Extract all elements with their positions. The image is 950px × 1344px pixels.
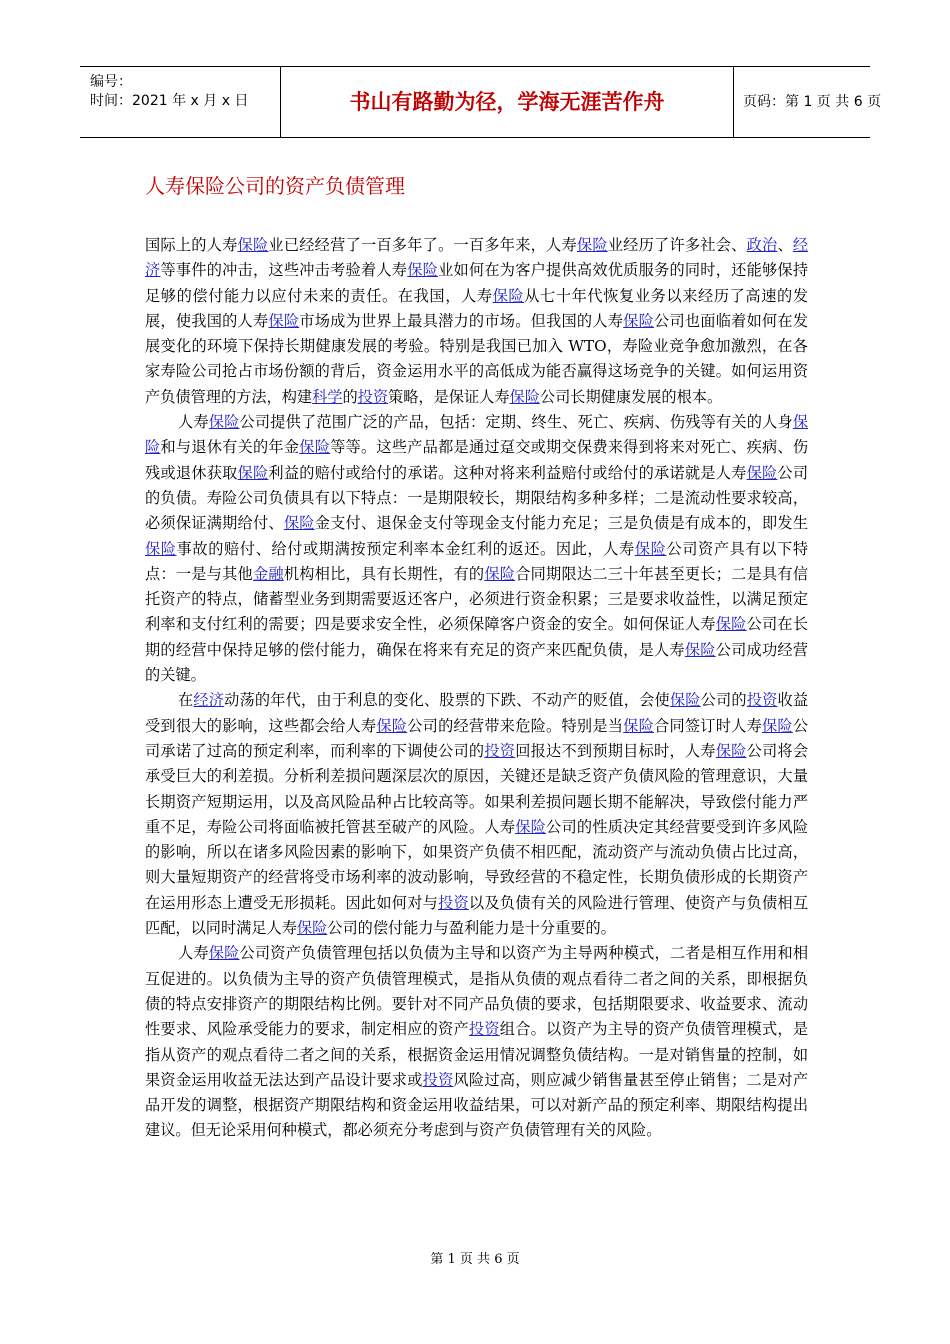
keyword-link[interactable]: 保险 <box>746 463 778 482</box>
paragraph-text: 、 <box>777 236 793 254</box>
paragraph-text: 组合。以资产为主导的资产负债管理模式，是指从资产的观点看待二者之间的关系，根据资金运用情况调整负债结构。一是对销售量的控制，如果资金运用收益无法达到产品设计要求或 <box>145 1020 809 1089</box>
header-page-cell <box>733 67 882 137</box>
keyword-link[interactable]: 保险 <box>515 817 547 836</box>
paragraph-text: 人寿 <box>178 413 209 432</box>
paragraph-text: 人寿 <box>178 944 209 963</box>
keyword-link[interactable]: 投资 <box>468 1020 500 1039</box>
paragraph-text: 公司成功经营的关键。 <box>145 640 809 685</box>
paragraph-text: 的 <box>342 387 358 406</box>
keyword-link[interactable]: 保险 <box>509 387 540 406</box>
keyword-link[interactable]: 保险 <box>669 691 701 710</box>
paragraph-text: 回报达不到预期目标时，人寿 <box>515 741 716 760</box>
paragraph-text: 等事件的冲击，这些冲击考验着人寿 <box>160 261 408 280</box>
paragraph-text: 和与退休有关的年金 <box>160 438 300 457</box>
paragraph-text: 业已经经营了一百多年了。一百多年来，人寿 <box>268 236 577 254</box>
paragraph-text: 公司的经营带来危险。特别是当 <box>407 716 624 735</box>
paragraph-text: 在 <box>178 691 194 710</box>
keyword-link[interactable]: 经济 <box>193 691 225 710</box>
paragraph-text: 公司承诺了过高的预定利率，而利率的下调使公司的 <box>145 716 809 760</box>
keyword-link[interactable]: 保险 <box>715 741 747 760</box>
keyword-link[interactable]: 保险 <box>407 261 439 280</box>
paragraph-text: 业如何在为客户提供高效优质服务的同时，还能够保持足够的偿付能力以应付未来的责任。在我国，人寿 <box>145 261 809 305</box>
paragraph-text: 合同期限达二三十年甚至更长；二是具有信托资产的特点，储蓄型业务到期需要返还客户，必须进行资金积累；三是要求收益性，以满足预定利率和支付红利的需要；四是要求安全性，必须保障客户资金的安全。如何保证人寿 <box>145 564 809 634</box>
paragraph-text: 策略，是保证人寿 <box>388 387 510 406</box>
paragraph-text: 收益受到很大的影响，这些都会给人寿 <box>145 691 809 735</box>
keyword-link[interactable]: 政治 <box>746 236 778 254</box>
keyword-link[interactable]: 投资 <box>484 741 516 760</box>
header-page-info: 页码：第 1 页 共 6 页 <box>743 94 882 110</box>
paragraph-text: 合同签订时人寿 <box>654 716 762 735</box>
paragraph-text: 公司的负债。寿险公司负债具有以下特点：一是期限较长，期限结构多种多样；二是流动性要求较高，必须保证满期给付、 <box>145 463 809 533</box>
paragraph-text: 业经历了许多社会、 <box>607 236 747 254</box>
keyword-link[interactable]: 保险 <box>268 311 300 330</box>
header-meta-cell <box>80 67 280 137</box>
paragraph-text: 金支付、退保金支付等现金支付能力充足；三是负债是有成本的，即发生 <box>314 514 809 533</box>
paragraph-text: 公司资产负债管理包括以负债为主导和以资产为主导两种模式，二者是相互作用和相互促进的。以负债为主导的资产负债管理模式，是指从负债的观点看待二者之间的关系，即根据负债的特点安排资产的期限结构比例。要针对不同产品负债的要求，包括期限要求、收益要求、流动性要求、风险承受能力的要求，制定相应的资产 <box>145 944 809 1039</box>
keyword-link[interactable]: 保险 <box>634 539 667 558</box>
keyword-link[interactable]: 保险 <box>492 286 525 305</box>
paragraph-text: 风险过高，则应减少销售量甚至停止销售；二是对产品开发的调整，根据资产期限结构和资金运用收益结果，可以对新产品的预定利率、期限结构提出建议。但无论采用何种模式，都必须充分考虑到与资产负债管理有关的风险。 <box>145 1070 809 1140</box>
paragraph-1 <box>145 233 808 410</box>
keyword-link[interactable]: 保险 <box>237 236 269 254</box>
keyword-link[interactable]: 保险 <box>762 716 793 735</box>
keyword-link[interactable]: 保险 <box>283 514 315 533</box>
keyword-link[interactable]: 投资 <box>422 1070 454 1089</box>
keyword-link[interactable]: 保险 <box>299 438 331 457</box>
paragraph-text: 事故的赔付、给付或期满按预定利率本金红利的返还。因此，人寿 <box>176 539 635 558</box>
keyword-link[interactable]: 保险 <box>376 716 408 735</box>
paragraph-text: 国际上的人寿 <box>145 236 238 254</box>
keyword-link[interactable]: 金融 <box>252 564 284 583</box>
paragraph-text: 公司的性质决定其经营要受到许多风险的影响，所以在诸多风险因素的影响下，如果资产负债不相匹配，流动资产与流动负债占比过高，则大量短期资产的经营将受市场利率的波动影响，导致经营的不稳定性，长期负债形成的长期资产在运用形态上遭受无形损耗。因此如何对与 <box>145 817 809 912</box>
paragraph-4 <box>145 941 808 1143</box>
keyword-link[interactable]: 保险 <box>145 539 177 558</box>
keyword-link[interactable]: 保险 <box>623 716 655 735</box>
keyword-link[interactable]: 科学 <box>312 387 343 406</box>
keyword-link[interactable]: 保险 <box>145 413 809 457</box>
paragraph-text: 机构相比，具有长期性，有的 <box>283 564 485 583</box>
paragraph-text: 公司在长期的经营中保持足够的偿付能力，确保在将来有充足的资产来匹配负债，是人寿 <box>145 615 809 659</box>
paragraph-2 <box>145 410 808 688</box>
paragraph-text: 公司提供了范围广泛的产品，包括：定期、终生、死亡、疾病、伤残等有关的人身 <box>239 413 793 432</box>
doc-number-label: 编号： <box>90 74 132 90</box>
paragraph-text: 等等。这些产品都是通过趸交或期交保费来得到将来对死亡、疾病、伤残或退休获取 <box>145 438 809 482</box>
paragraph-text: 公司将会承受巨大的利差损。分析利差损问题深层次的原因，关键还是缺乏资产负债风险的管理意识，大量长期资产短期运用，以及高风险品种占比较高等。如果利差损问题长期不能解决，导致偿付能力严重不足，寿险公司将面临被托管甚至破产的风险。人寿 <box>145 741 809 836</box>
keyword-link[interactable]: 保险 <box>623 311 655 330</box>
keyword-link[interactable]: 投资 <box>438 893 469 912</box>
keyword-link[interactable]: 投资 <box>357 387 388 406</box>
paragraph-text: 市场成为世界上最具潜力的市场。但我国的人寿 <box>299 311 624 330</box>
page-footer: 第 1 页 共 6 页 <box>430 1252 520 1267</box>
paragraph-text: 公司资产具有以下特点：一是与其他 <box>145 539 809 583</box>
paragraph-text: 动荡的年代，由于利息的变化、股票的下跌、不动产的贬值，会使 <box>224 691 670 710</box>
document-body <box>145 233 808 1144</box>
keyword-link[interactable]: 保险 <box>715 615 747 634</box>
paragraph-text: 公司长期健康发展的根本。 <box>539 387 723 406</box>
keyword-link[interactable]: 投资 <box>746 691 778 710</box>
paragraph-text: 从七十年代恢复业务以来经历了高速的发展，使我国的人寿 <box>145 286 809 330</box>
keyword-link[interactable]: 保险 <box>684 640 716 659</box>
document-header <box>80 66 882 138</box>
keyword-link[interactable]: 保险 <box>237 463 269 482</box>
paragraph-text: 利益的赔付或给付的承诺。这种对将来利益赔付或给付的承诺就是人寿 <box>268 463 747 482</box>
keyword-link[interactable]: 保险 <box>296 919 328 938</box>
keyword-link[interactable]: 经济 <box>145 236 809 280</box>
keyword-link[interactable]: 保险 <box>484 564 516 583</box>
paragraph-text: 公司的偿付能力与盈利能力是十分重要的。 <box>327 919 616 938</box>
keyword-link[interactable]: 保险 <box>576 236 608 254</box>
paragraph-text: 公司也面临着如何在发展变化的环境下保持长期健康发展的考验。特别是我国已加入 WTO，寿险业竞争愈加激烈，在各家寿险公司抢占市场份额的背后，资金运用水平的高低成为能否赢得这场竞争的关键。如何运用资产负债管理的方法，构建 <box>145 311 809 406</box>
header-motto-cell <box>280 67 734 137</box>
keyword-link[interactable]: 保险 <box>208 413 240 432</box>
paragraph-text: 公司的 <box>700 691 747 710</box>
document-title: 人寿保险公司的资产负债管理 <box>145 174 405 198</box>
header-motto: 书山有路勤为径，学海无涯苦作舟 <box>349 90 665 114</box>
keyword-link[interactable]: 保险 <box>208 944 240 963</box>
doc-date-label: 时间：2021 年 x 月 x 日 <box>90 93 249 109</box>
paragraph-3 <box>145 688 808 941</box>
paragraph-text: 以及负债有关的风险进行管理、使资产与负债相互匹配，以同时满足人寿 <box>145 893 809 938</box>
